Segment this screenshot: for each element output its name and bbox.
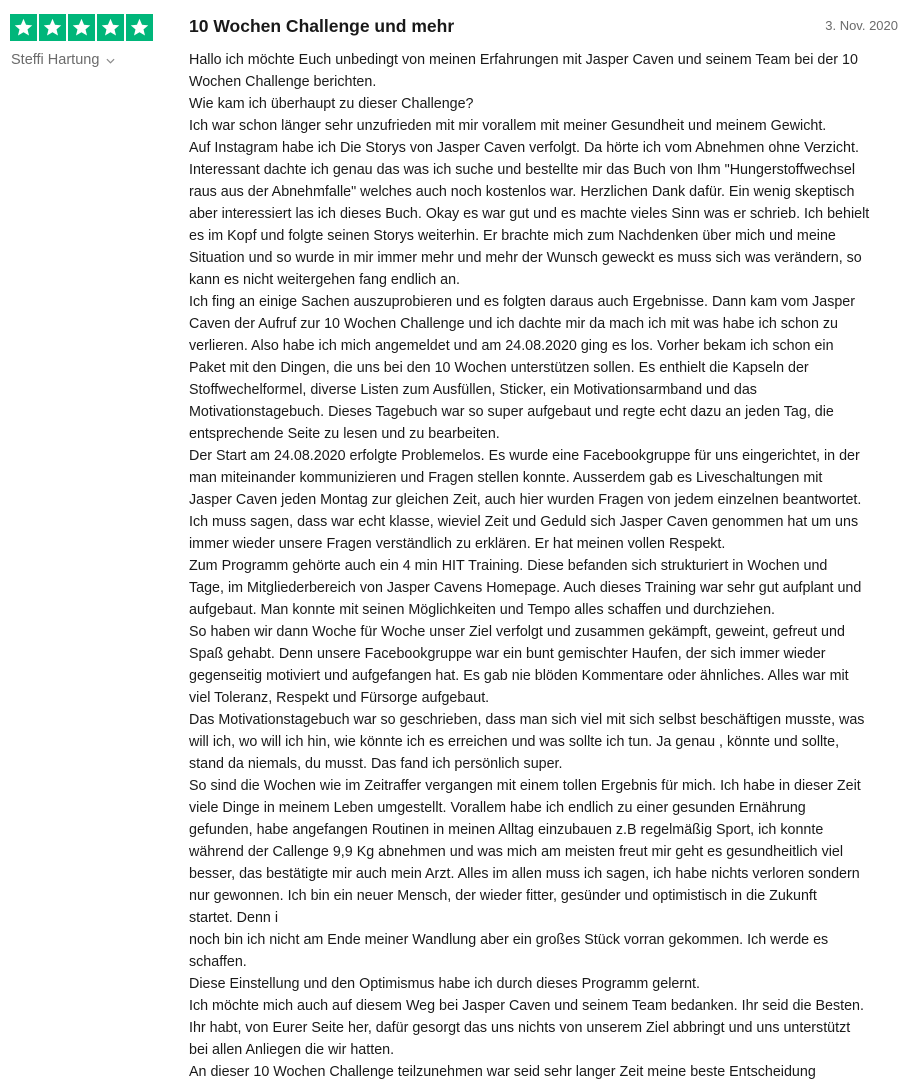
review-line: Diese Einstellung und den Optimismus habe ich durch dieses Programm gelernt.: [189, 976, 700, 992]
reviewer-name[interactable]: Steffi Hartung: [11, 52, 100, 68]
star-4: [97, 14, 124, 41]
review-title: 10 Wochen Challenge und mehr: [189, 16, 455, 36]
chevron-down-icon[interactable]: [106, 58, 115, 64]
review-line: Situation und so wurde in mir immer mehr und mehr der Wunsch geweckt es muss sich was verändern, so: [189, 250, 862, 266]
review-line: stand da niemals, du musst. Das fand ich persönlich super.: [189, 756, 563, 772]
star-icon: [13, 17, 34, 38]
review-line: will ich, wo will ich hin, wie könnte ich es erreichen und was sollte ich tun. Ja genau , könnte und sollte,: [189, 734, 840, 750]
review-line: Stoffwechelformel, diverse Listen zum Ausfüllen, Sticker, ein Motivationsarmband und das: [189, 382, 757, 398]
review-line: Ihr habt, von Eurer Seite her, dafür gesorgt das uns nichts von unserem Ziel abbringt und uns unterstützt: [189, 1020, 851, 1036]
reviewer-menu[interactable]: [11, 52, 115, 68]
review-line: startet. Denn i: [189, 910, 278, 926]
review-line: Das Motivationstagebuch war so geschrieben, dass man sich viel mit sich selbst beschäftigen musste, was: [189, 712, 865, 728]
review-line: Der Start am 24.08.2020 erfolgte Problemelos. Es wurde eine Facebookgruppe für uns eingerichtet, in der: [189, 448, 860, 464]
review-line: man miteinander kommunizieren und Fragen stellen konnte. Ausserdem gab es Liveschaltungen mit: [189, 470, 823, 486]
review-line: Wie kam ich überhaupt zu dieser Challenge?: [189, 96, 474, 112]
star-5: [126, 14, 153, 41]
review-line: Jasper Caven jeden Montag zur gleichen Zeit, auch hier wurden Fragen von jedem einzelnen beantwortet.: [189, 492, 862, 508]
review-line: Wochen Challenge berichten.: [189, 74, 377, 90]
review-line: Ich war schon länger sehr unzufrieden mit mir vorallem mit meiner Gesundheit und meinem Gewicht.: [189, 118, 827, 134]
review-line: aufgebaut. Man konnte mit seinen Möglichkeiten und Tempo alles schaffen und durchziehen.: [189, 602, 776, 618]
review-line: Ich muss sagen, dass war echt klasse, wieviel Zeit und Geduld sich Jasper Caven genommen hat um uns: [189, 514, 859, 530]
review-line: Ich möchte mich auch auf diesem Weg bei Jasper Caven und seinem Team bedanken. Ihr seid die Besten.: [189, 998, 864, 1014]
review-line: kann es nicht weitergehen fang endlich an.: [189, 272, 461, 288]
review-line: aber interessiert las ich dieses Buch. Okay es war gut und es machte vieles Sinn was er schrieb. Ich behielt: [189, 206, 870, 222]
review-line: Auf Instagram habe ich Die Storys von Jasper Caven verfolgt. Da hörte ich vom Abnehmen ohne Verzicht.: [189, 140, 859, 156]
star-icon: [129, 17, 150, 38]
review-line: verlieren. Also habe ich mich angemeldet und am 24.08.2020 ging es los. Vorher bekam ich schon ein: [189, 338, 834, 354]
star-1: [10, 14, 37, 41]
review-line: besser, das bestätigte mir auch mein Arzt. Alles im allen muss ich sagen, ich habe nichts verloren sondern: [189, 866, 860, 882]
review-line: Interessant dachte ich genau das was ich suche und bestellte mir das Buch von Ihm "Hungerstoffwechsel: [189, 162, 856, 178]
review-line: So sind die Wochen wie im Zeitraffer vergangen mit einem tollen Ergebnis für mich. Ich habe in dieser Zeit: [189, 778, 861, 794]
review-line: schaffen.: [189, 954, 247, 970]
review-line: während der Callenge 9,9 Kg abnehmen und was mich am meisten freut mir geht es gesundheitlich viel: [189, 844, 844, 860]
star-icon: [42, 17, 63, 38]
review-line: Caven der Aufruf zur 10 Wochen Challenge und ich dachte mir da mach ich mit was habe ich schon zu: [189, 316, 839, 332]
star-2: [39, 14, 66, 41]
review-line: viel Toleranz, Respekt und Fürsorge aufgebaut.: [189, 690, 490, 706]
star-icon: [100, 17, 121, 38]
review-line: Spaß gehabt. Denn unsere Facebookgruppe war ein bunt gemischter Haufen, der sich immer wieder: [189, 646, 826, 662]
star-icon: [71, 17, 92, 38]
review-line: nur gewonnen. Ich bin ein neuer Mensch, der wieder fitter, gesünder und optimistisch in die Zukunft: [189, 888, 817, 904]
review-line: viele Dinge in meinem Leben umgestellt. Vorallem habe ich endlich zu einer gesunden Ernährung: [189, 800, 806, 816]
star-3: [68, 14, 95, 41]
review-line: Motivationstagebuch. Dieses Tagebuch war so super aufgebaut und regte echt dazu an jeden Tag, die: [189, 404, 834, 420]
review-line: gegenseitig motiviert und aufgefangen hat. Es gab nie blöden Kommentare oder ähnliches. Alles war mit: [189, 668, 849, 684]
review-line: An dieser 10 Wochen Challenge teilzunehmen war seid sehr langer Zeit meine beste Entscheidung: [189, 1064, 816, 1080]
review-line: gefunden, habe angefangen Routinen in meinen Alltag einzubauen z.B regelmäßig Sport, ich konnte: [189, 822, 824, 838]
review-line: Tage, im Mitgliederbereich von Jasper Cavens Homepage. Auch dieses Training war sehr gut aufplant und: [189, 580, 862, 596]
review-line: immer wieder unsere Fragen verständlich zu erklären. Er hat meinen vollen Respekt.: [189, 536, 726, 552]
review-body: [189, 49, 901, 1083]
review-line: entsprechende Seite zu lesen und zu bearbeiten.: [189, 426, 500, 442]
review-date: 3. Nov. 2020: [825, 18, 898, 33]
review-line: Paket mit den Dingen, die uns bei den 10 Wochen unterstützen sollen. Es enthielt die Kapseln der: [189, 360, 809, 376]
review-line: es im Kopf und folgte seinen Storys weiterhin. Er brachte mich zum Nachdenken über mich und meine: [189, 228, 836, 244]
review-line: bei allen Anliegen die wir hatten.: [189, 1042, 395, 1058]
review-line: raus aus der Abnehmfalle" welches auch noch kostenlos war. Herzlichen Dank dafür. Ein wenig skeptisch: [189, 184, 855, 200]
review-line: So haben wir dann Woche für Woche unser Ziel verfolgt und zusammen gekämpft, geweint, gefreut und: [189, 624, 845, 640]
review-line: noch bin ich nicht am Ende meiner Wandlung aber ein großes Stück vorran gekommen. Ich werde es: [189, 932, 829, 948]
review-line: Ich fing an einige Sachen auszuprobieren und es folgten daraus auch Ergebnisse. Dann kam vom Jasper: [189, 294, 856, 310]
star-rating: [10, 14, 153, 41]
review-line: Hallo ich möchte Euch unbedingt von meinen Erfahrungen mit Jasper Caven und seinem Team bei der 10: [189, 52, 858, 68]
review-line: Zum Programm gehörte auch ein 4 min HIT Training. Diese befanden sich strukturiert in Wochen und: [189, 558, 828, 574]
